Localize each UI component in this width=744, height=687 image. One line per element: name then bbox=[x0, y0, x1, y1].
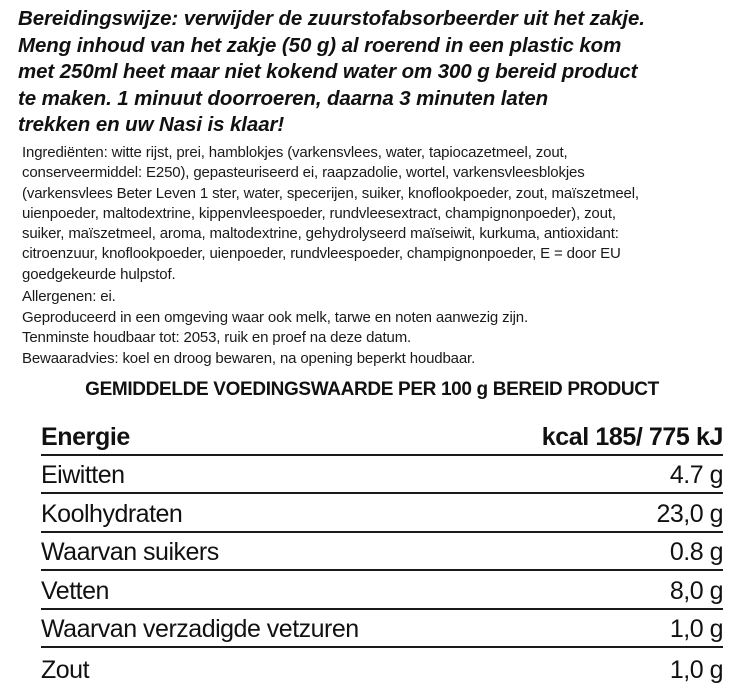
ingredients-list bbox=[22, 143, 728, 285]
production-environment-line: Geproduceerd in een omgeving waar ook melk, tarwe en noten aanwezig zijn. bbox=[22, 308, 529, 326]
preparation-line: te maken. 1 minuut doorroeren, daarna 3 minuten laten bbox=[18, 86, 549, 110]
nutrient-value: 0.8 g bbox=[669, 538, 723, 566]
nutrition-table bbox=[41, 417, 723, 687]
allergen-and-storage-info bbox=[22, 287, 728, 369]
allergen-line: Allergenen: ei. bbox=[22, 288, 116, 305]
ingredients-line: Ingrediënten: witte rijst, prei, hamblokjes (varkensvlees, water, tapiocazetmeel, zout, bbox=[22, 144, 568, 161]
ingredients-line: (varkensvlees Beter Leven 1 ster, water, specerijen, suiker, knoflookpoeder, zout, maïszetmeel, bbox=[22, 184, 639, 202]
ingredients-line: conserveermiddel: E250), gepasteuriseerd ei, raapzadolie, wortel, varkensvleesblokjes bbox=[22, 164, 585, 182]
ingredients-line: suiker, maïszetmeel, aroma, maltodextrine, gehydrolyseerd maïseiwit, kurkuma, antioxidant: bbox=[22, 225, 619, 243]
table-row bbox=[41, 533, 723, 572]
storage-advice-line: Bewaaradvies: koel en droog bewaren, na opening beperkt houdbaar. bbox=[22, 349, 476, 367]
preparation-instructions bbox=[18, 6, 730, 139]
nutrient-value: 8,0 g bbox=[669, 576, 723, 605]
table-row bbox=[41, 417, 723, 456]
nutrient-label: Vetten bbox=[41, 576, 109, 605]
nutrient-label: Koolhydraten bbox=[41, 499, 183, 528]
preparation-line: met 250ml heet maar niet kokend water om 300 g bereid product bbox=[18, 60, 638, 84]
table-row bbox=[41, 648, 723, 687]
ingredients-line: citroenzuur, knoflookpoeder, uienpoeder, rundvleespoeder, champignonpoeder, E = door EU bbox=[22, 245, 621, 263]
ingredients-line: goedgekeurde hulpstof. bbox=[22, 265, 176, 283]
nutrient-label: Zout bbox=[41, 655, 90, 684]
nutrient-value: 4.7 g bbox=[669, 461, 723, 489]
nutrient-value: kcal 185/ 775 kJ bbox=[541, 422, 723, 451]
nutrient-value: 1,0 g bbox=[669, 655, 723, 684]
table-row bbox=[41, 456, 723, 495]
table-row bbox=[41, 610, 723, 649]
nutrient-label: Eiwitten bbox=[41, 461, 125, 489]
preparation-line: Meng inhoud van het zakje (50 g) al roerend in een plastic kom bbox=[18, 33, 622, 57]
preparation-line: trekken en uw Nasi is klaar! bbox=[18, 113, 285, 137]
preparation-line: Bereidingswijze: verwijder de zuurstofabsorbeerder uit het zakje. bbox=[18, 7, 645, 30]
nutrient-value: 23,0 g bbox=[656, 499, 723, 528]
table-row bbox=[41, 571, 723, 610]
nutrition-table-title: GEMIDDELDE VOEDINGSWAARDE PER 100 g BEREID PRODUCT bbox=[85, 379, 659, 400]
nutrient-label: Waarvan verzadigde vetzuren bbox=[41, 615, 359, 643]
nutrient-label: Energie bbox=[41, 422, 130, 451]
table-row bbox=[41, 494, 723, 533]
best-before-line: Tenminste houdbaar tot: 2053, ruik en proef na deze datum. bbox=[22, 329, 412, 347]
nutrient-value: 1,0 g bbox=[669, 615, 723, 643]
ingredients-line: uienpoeder, maltodextrine, kippenvleespoeder, rundvleesextract, champignonpoeder), zout, bbox=[22, 204, 616, 222]
nutrient-label: Waarvan suikers bbox=[41, 538, 219, 566]
